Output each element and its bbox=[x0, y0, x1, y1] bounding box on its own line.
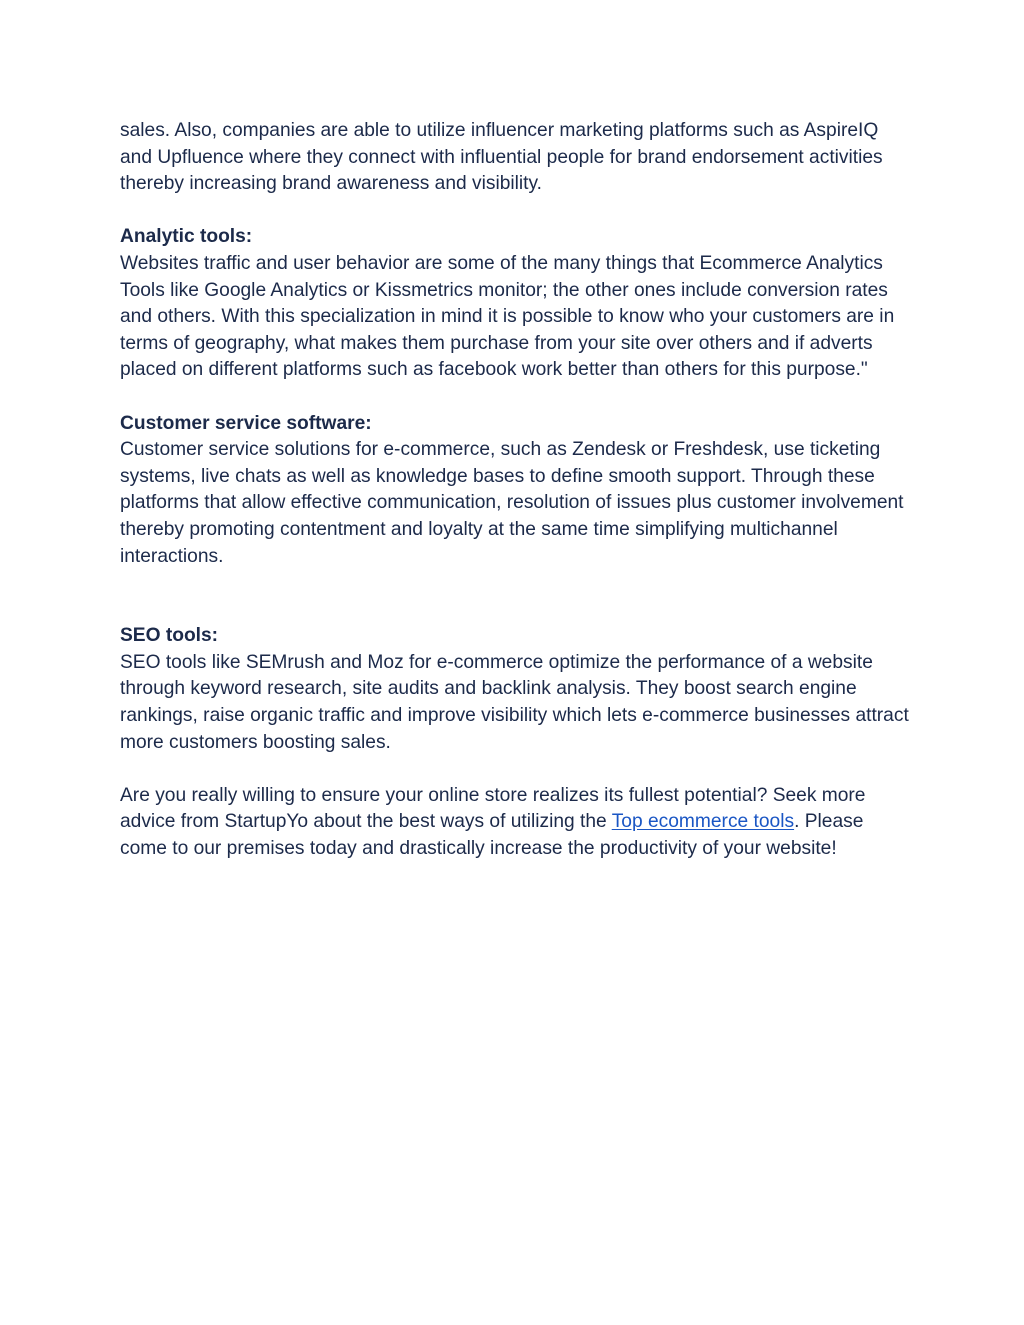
closing-text-before-link: Are you really willing to ensure your online store realizes its fullest potential? Seek more advice from StartupYo about the best ways of utilizing the bbox=[120, 784, 866, 833]
seo-tools-heading: SEO tools: bbox=[120, 625, 219, 647]
seo-tools-section bbox=[120, 623, 910, 756]
customer-service-body: Customer service solutions for e-commerce, such as Zendesk or Freshdesk, use ticketing systems, live chats as well as knowledge bases to define smooth support. Through these platforms that allow effective communication, resolution of issues plus customer involvement thereby promoting contentment and loyalty at the same time simplifying multichannel interactions. bbox=[120, 439, 904, 567]
analytic-tools-heading: Analytic tools: bbox=[120, 226, 253, 248]
customer-service-section bbox=[120, 411, 910, 571]
document-page bbox=[120, 118, 910, 889]
analytic-tools-section bbox=[120, 224, 910, 384]
customer-service-heading: Customer service software: bbox=[120, 412, 372, 434]
intro-paragraph: sales. Also, companies are able to utilize influencer marketing platforms such as AspireIQ and Upfluence where they connect with influential people for brand endorsement activities thereby increasing brand awareness and visibility. bbox=[120, 120, 883, 195]
closing-text-after-link: . Please come to our premises today and drastically increase the productivity of your website! bbox=[120, 811, 864, 860]
seo-tools-body: SEO tools like SEMrush and Moz for e-commerce optimize the performance of a website through keyword research, site audits and backlink analysis. They boost search engine rankings, raise organic traffic and improve visibility which lets e-commerce businesses attract more customers boosting sales. bbox=[120, 651, 909, 753]
closing-paragraph bbox=[120, 783, 910, 863]
analytic-tools-body: Websites traffic and user behavior are some of the many things that Ecommerce Analytics Tools like Google Analytics or Kissmetrics monitor; the other ones include conversion rates and others. With this specialization in mind it is possible to know who your customers are in terms of geography, what makes them purchase from your site over others and if adverts placed on different platforms such as facebook work better than others for this purpose." bbox=[120, 252, 895, 381]
top-ecommerce-tools-link[interactable]: Top ecommerce tools bbox=[611, 811, 795, 833]
